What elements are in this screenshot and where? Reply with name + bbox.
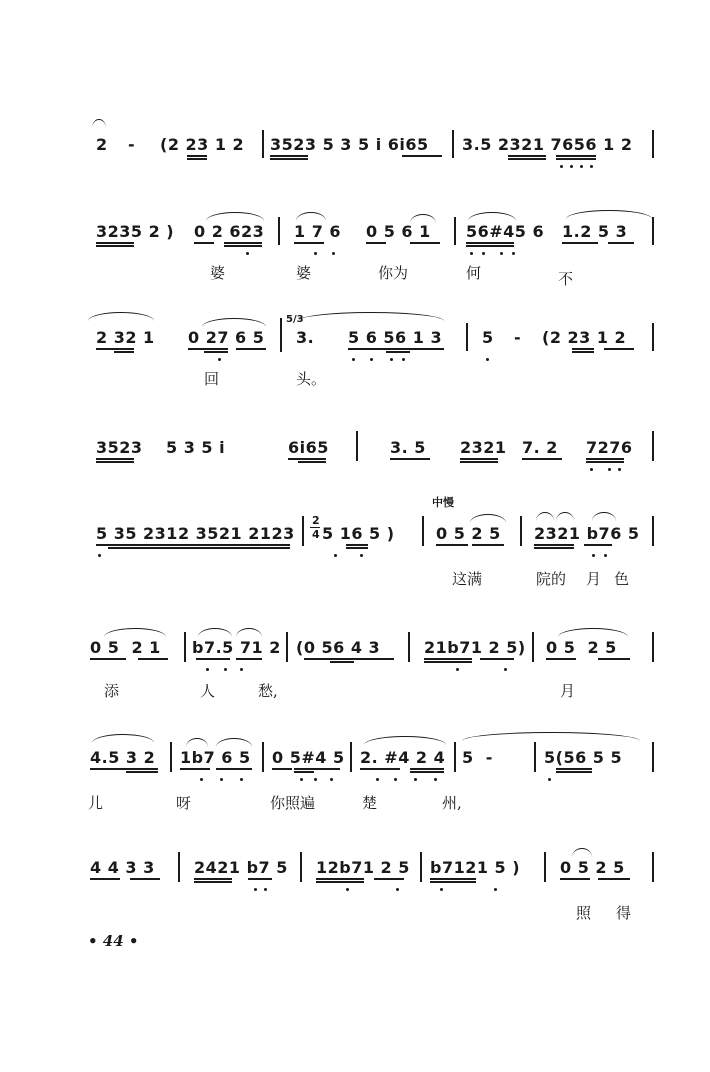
low-octave-dot xyxy=(240,778,243,781)
beam-underline xyxy=(316,878,364,880)
note-group: 5 35 2312 3521 2123 xyxy=(96,524,295,543)
dash-sustain: - xyxy=(128,135,136,154)
beam-underline xyxy=(430,881,476,883)
beam-underline xyxy=(270,155,308,157)
low-octave-dot xyxy=(218,358,221,361)
grace-note-mark: 5/3 xyxy=(286,314,304,325)
note-group: b7121 5 ) xyxy=(430,858,521,877)
low-octave-dot xyxy=(500,252,503,255)
beam-underline xyxy=(108,547,290,549)
barline xyxy=(278,217,280,245)
low-octave-dot xyxy=(396,888,399,891)
tempo-marking: 中慢 xyxy=(432,496,454,509)
lyric-text: 楚 xyxy=(362,794,378,812)
low-octave-dot xyxy=(394,778,397,781)
note-group: 6i65 xyxy=(288,438,329,457)
barline xyxy=(300,852,302,882)
low-octave-dot xyxy=(434,778,437,781)
lyric-text: 月 xyxy=(586,570,602,588)
low-octave-dot xyxy=(346,888,349,891)
beam-underline xyxy=(374,878,404,880)
beam-underline xyxy=(572,351,594,353)
low-octave-dot xyxy=(470,252,473,255)
low-octave-dot xyxy=(200,778,203,781)
note-group: 3523 xyxy=(96,438,143,457)
beam-underline xyxy=(90,658,126,660)
beam-underline xyxy=(508,155,546,157)
low-octave-dot xyxy=(414,778,417,781)
note-group: 3. xyxy=(296,328,315,347)
beam-underline xyxy=(472,544,504,546)
note-group: 0 27 6 5 xyxy=(188,328,265,347)
low-octave-dot xyxy=(224,668,227,671)
slur-mark xyxy=(206,212,264,221)
beam-underline xyxy=(294,242,324,244)
barline xyxy=(454,742,456,772)
lyric-text: 这满 xyxy=(452,570,483,588)
slur-mark xyxy=(298,312,444,321)
page-number: • 44 • xyxy=(88,932,139,950)
note-group: 2321 b76 5 xyxy=(534,524,640,543)
barline xyxy=(652,852,654,882)
low-octave-dot xyxy=(98,554,101,557)
beam-underline xyxy=(534,547,574,549)
note-group: 0 5 2 5 xyxy=(436,524,501,543)
lyric-text: 人 xyxy=(200,682,216,700)
low-octave-dot xyxy=(352,358,355,361)
beam-underline xyxy=(556,771,592,773)
note-group: 0 5 2 5 xyxy=(560,858,625,877)
note-group: b7.5 71 2 xyxy=(192,638,281,657)
beam-underline xyxy=(556,155,596,157)
beam-underline xyxy=(410,768,444,770)
barline xyxy=(466,323,468,351)
note-group: 2. #4 2 4 xyxy=(360,748,446,767)
beam-underline xyxy=(194,878,232,880)
note-group: 1b7 6 5 xyxy=(180,748,251,767)
tie-mark xyxy=(462,732,640,741)
barline xyxy=(652,431,654,461)
beam-underline xyxy=(204,351,228,353)
low-octave-dot xyxy=(548,778,551,781)
barline xyxy=(262,742,264,772)
beam-underline xyxy=(534,544,574,546)
beam-underline xyxy=(348,348,444,350)
beam-underline xyxy=(96,348,134,350)
slur-mark xyxy=(410,214,436,223)
barline xyxy=(356,431,358,461)
beam-underline xyxy=(586,461,624,463)
beam-underline xyxy=(562,242,598,244)
low-octave-dot xyxy=(604,554,607,557)
note-group: (0 56 4 3 xyxy=(296,638,381,657)
low-octave-dot xyxy=(512,252,515,255)
low-octave-dot xyxy=(482,252,485,255)
slur-mark xyxy=(364,736,446,745)
time-signature-bottom: 4 xyxy=(312,528,320,541)
lyric-text: 照 xyxy=(576,904,592,922)
low-octave-dot xyxy=(608,468,611,471)
lyric-text: 何 xyxy=(466,264,482,282)
note-group: 2421 b7 5 xyxy=(194,858,288,877)
beam-underline xyxy=(598,878,630,880)
beam-underline xyxy=(402,155,442,157)
low-octave-dot xyxy=(560,165,563,168)
beam-underline xyxy=(522,458,562,460)
note-group: 3.5 2321 7656 1 2 xyxy=(462,135,633,154)
low-octave-dot xyxy=(592,554,595,557)
slur-mark xyxy=(572,848,592,857)
note-group: 2321 xyxy=(460,438,507,457)
slur-mark xyxy=(216,738,252,747)
lyric-text: 月 xyxy=(560,682,576,700)
barline xyxy=(262,130,264,158)
slur-mark xyxy=(236,628,262,637)
beam-underline xyxy=(96,242,134,244)
barline xyxy=(520,516,522,546)
beam-underline xyxy=(224,245,262,247)
note-group: 0 5 6 1 xyxy=(366,222,431,241)
note-group: 3235 2 ) xyxy=(96,222,175,241)
beam-underline xyxy=(272,768,292,770)
slur-mark xyxy=(202,318,266,327)
barline xyxy=(178,852,180,882)
note-group: 4.5 3 2 xyxy=(90,748,156,767)
beam-underline xyxy=(236,348,266,350)
beam-underline xyxy=(114,351,134,353)
note-group: 21b71 2 5) xyxy=(424,638,526,657)
beam-underline xyxy=(436,544,468,546)
note-group: 2 32 1 xyxy=(96,328,155,347)
low-octave-dot xyxy=(330,778,333,781)
lyric-text: 回 xyxy=(204,370,220,388)
note-group: 5 xyxy=(482,328,494,347)
note-group: 0 5 2 5 xyxy=(546,638,617,657)
lyric-text: 添 xyxy=(104,682,120,700)
barline xyxy=(544,852,546,882)
beam-underline xyxy=(224,242,262,244)
beam-underline xyxy=(294,768,340,770)
beam-underline xyxy=(424,661,472,663)
beam-underline xyxy=(96,245,134,247)
note-group: 3. 5 xyxy=(390,438,426,457)
beam-underline xyxy=(572,348,594,350)
low-octave-dot xyxy=(486,358,489,361)
low-octave-dot xyxy=(246,252,249,255)
slur-mark xyxy=(186,738,208,747)
dash-sustain: - xyxy=(514,328,522,347)
beam-underline xyxy=(346,544,368,546)
beam-underline xyxy=(604,348,634,350)
beam-underline xyxy=(248,878,272,880)
slur-mark xyxy=(468,212,516,221)
barline xyxy=(534,742,536,772)
beam-underline xyxy=(187,158,207,160)
slur-mark xyxy=(88,312,154,321)
barline xyxy=(408,632,410,662)
slur-mark xyxy=(566,210,652,219)
beam-underline xyxy=(194,242,214,244)
barline xyxy=(302,516,304,546)
barline xyxy=(422,516,424,546)
beam-underline xyxy=(180,768,210,770)
beam-underline xyxy=(270,158,308,160)
beam-underline xyxy=(130,878,160,880)
barline xyxy=(652,130,654,158)
note-group: 7. 2 xyxy=(522,438,558,457)
beam-underline xyxy=(298,461,326,463)
beam-underline xyxy=(346,547,368,549)
low-octave-dot xyxy=(390,358,393,361)
barline xyxy=(454,217,456,245)
beam-underline xyxy=(466,245,514,247)
beam-underline xyxy=(288,458,326,460)
beam-underline xyxy=(188,348,228,350)
beam-underline xyxy=(430,878,476,880)
beam-underline xyxy=(90,768,158,770)
lyric-text: 不 xyxy=(558,270,574,288)
note-group: 3523 5 3 5 i 6i65 xyxy=(270,135,429,154)
barline xyxy=(452,130,454,158)
note-group: 1 7 6 xyxy=(294,222,342,241)
lyric-text: 头。 xyxy=(296,370,327,388)
lyric-text: 儿 xyxy=(88,794,104,812)
note-group: (2 23 1 2 xyxy=(160,135,245,154)
barline xyxy=(652,632,654,662)
beam-underline xyxy=(316,881,364,883)
note-group: 4 4 3 3 xyxy=(90,858,155,877)
lyric-text: 呀 xyxy=(176,794,192,812)
beam-underline xyxy=(90,878,120,880)
low-octave-dot xyxy=(254,888,257,891)
note-group: 5 3 5 i xyxy=(166,438,226,457)
low-octave-dot xyxy=(504,668,507,671)
note-group: 2 xyxy=(96,135,108,154)
beam-underline xyxy=(196,658,230,660)
low-octave-dot xyxy=(402,358,405,361)
note-group: 5 6 56 1 3 xyxy=(348,328,443,347)
low-octave-dot xyxy=(570,165,573,168)
barline xyxy=(652,516,654,546)
barline xyxy=(652,323,654,351)
beam-underline xyxy=(330,661,354,663)
beam-underline xyxy=(304,658,394,660)
low-octave-dot xyxy=(494,888,497,891)
lyric-text: 你照遍 xyxy=(270,794,316,812)
beam-underline xyxy=(126,771,158,773)
lyric-text: 州, xyxy=(442,794,462,812)
note-group: 0 5#4 5 xyxy=(272,748,345,767)
beam-underline xyxy=(386,351,410,353)
slur-mark xyxy=(104,628,166,637)
beam-underline xyxy=(360,768,400,770)
barline xyxy=(652,217,654,245)
beam-underline xyxy=(294,771,314,773)
barline xyxy=(280,318,282,352)
beam-underline xyxy=(556,158,596,160)
low-octave-dot xyxy=(440,888,443,891)
beam-underline xyxy=(194,881,232,883)
barline xyxy=(184,632,186,662)
beam-underline xyxy=(480,658,514,660)
low-octave-dot xyxy=(264,888,267,891)
barline xyxy=(532,632,534,662)
low-octave-dot xyxy=(206,668,209,671)
low-octave-dot xyxy=(456,668,459,671)
barline xyxy=(652,742,654,772)
slur-mark xyxy=(556,512,574,521)
time-signature-top: 2 xyxy=(312,514,320,527)
beam-underline xyxy=(556,768,592,770)
low-octave-dot xyxy=(314,778,317,781)
note-group: 5 - xyxy=(462,748,493,767)
note-group: 7276 xyxy=(586,438,633,457)
slur-mark xyxy=(558,628,628,637)
beam-underline xyxy=(608,242,634,244)
note-group: 1.2 5 3 xyxy=(562,222,628,241)
beam-underline xyxy=(460,461,498,463)
tie-mark xyxy=(92,119,106,128)
low-octave-dot xyxy=(220,778,223,781)
slur-mark xyxy=(470,514,506,523)
beam-underline xyxy=(390,458,430,460)
beam-underline xyxy=(410,771,444,773)
beam-underline xyxy=(187,155,207,157)
beam-underline xyxy=(546,658,576,660)
slur-mark xyxy=(92,734,154,743)
lyric-text: 愁, xyxy=(258,682,278,700)
lyric-text: 婆 xyxy=(296,264,312,282)
barline xyxy=(170,742,172,772)
slur-mark xyxy=(296,212,326,221)
beam-underline xyxy=(508,158,546,160)
note-group: 56#45 6 xyxy=(466,222,545,241)
beam-underline xyxy=(466,242,514,244)
lyric-text: 婆 xyxy=(210,264,226,282)
beam-underline xyxy=(560,878,590,880)
low-octave-dot xyxy=(590,165,593,168)
lyric-text: 你为 xyxy=(378,264,409,282)
low-octave-dot xyxy=(314,252,317,255)
lyric-text: 色 xyxy=(614,570,630,588)
slur-mark xyxy=(198,628,232,637)
note-group: 0 2 623 xyxy=(194,222,265,241)
low-octave-dot xyxy=(376,778,379,781)
beam-underline xyxy=(236,658,262,660)
beam-underline xyxy=(584,544,612,546)
beam-underline xyxy=(138,658,168,660)
low-octave-dot xyxy=(334,554,337,557)
lyric-text: 院的 xyxy=(536,570,567,588)
beam-underline xyxy=(424,658,472,660)
note-group: 12b71 2 5 xyxy=(316,858,410,877)
beam-underline xyxy=(460,458,498,460)
note-group: 5(56 5 5 xyxy=(544,748,623,767)
beam-underline xyxy=(96,461,134,463)
beam-underline xyxy=(366,242,386,244)
note-group: 5 16 5 ) xyxy=(322,524,395,543)
note-group: (2 23 1 2 xyxy=(542,328,627,347)
low-octave-dot xyxy=(618,468,621,471)
low-octave-dot xyxy=(580,165,583,168)
barline xyxy=(286,632,288,662)
beam-underline xyxy=(410,242,440,244)
low-octave-dot xyxy=(332,252,335,255)
beam-underline xyxy=(586,458,624,460)
beam-underline xyxy=(96,458,134,460)
low-octave-dot xyxy=(300,778,303,781)
beam-underline xyxy=(96,544,290,546)
low-octave-dot xyxy=(590,468,593,471)
slur-mark xyxy=(536,512,554,521)
low-octave-dot xyxy=(360,554,363,557)
barline xyxy=(350,742,352,772)
low-octave-dot xyxy=(370,358,373,361)
lyric-text: 得 xyxy=(616,904,632,922)
barline xyxy=(420,852,422,882)
note-group: 0 5 2 1 xyxy=(90,638,161,657)
low-octave-dot xyxy=(240,668,243,671)
slur-mark xyxy=(592,512,616,521)
beam-underline xyxy=(598,658,630,660)
beam-underline xyxy=(216,768,252,770)
